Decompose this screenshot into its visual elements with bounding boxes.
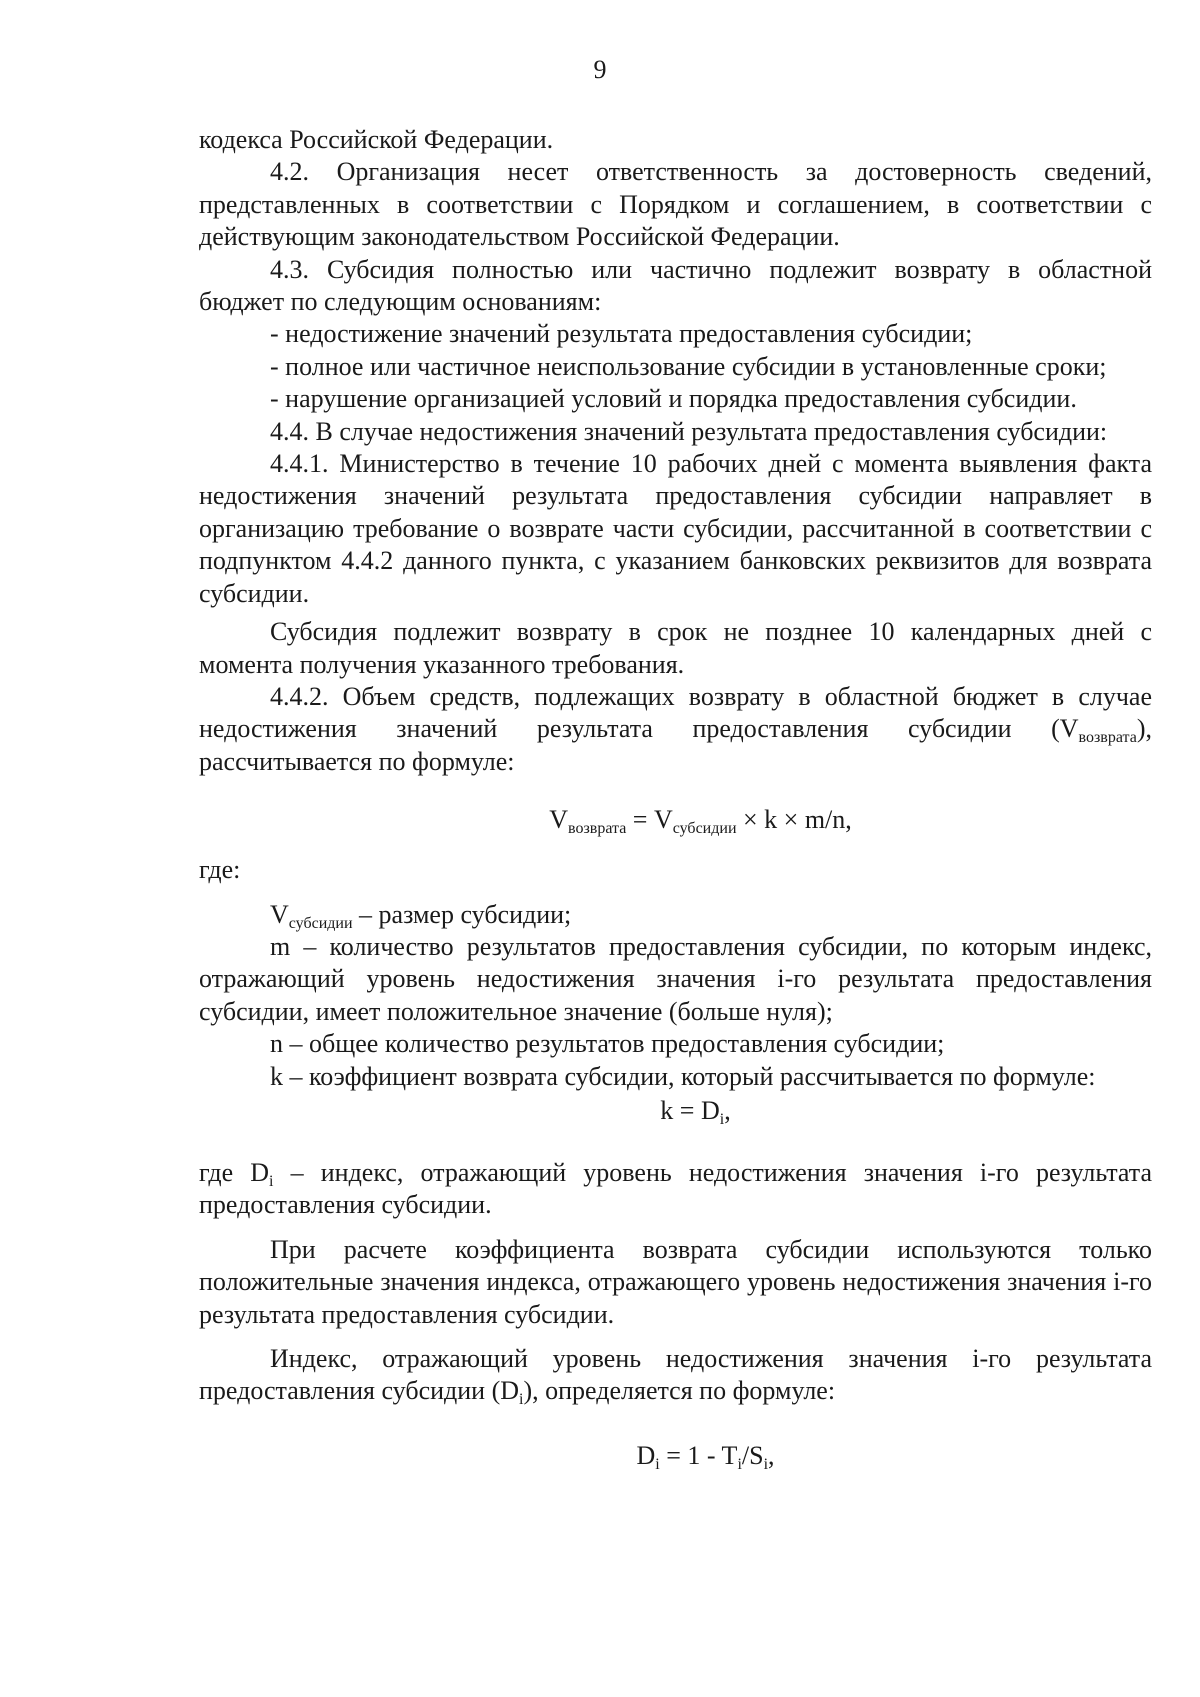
formula-k [199,1095,1152,1127]
definition-m: m – количество результатов предоставления субсидии, по которым индекс, отражающий уровень недостижения значения i-го результата предоставления субсидии, имеет положительное значение (больше нуля); [199,931,1152,1026]
formula-text: , [724,1095,731,1125]
subscript: субсидии [672,820,737,838]
definition-n: n – общее количество результатов предоставления субсидии; [270,1029,945,1059]
paragraph: Субсидия подлежит возврату в срок не позднее 10 календарных дней с момента получения указанного требования. [199,617,1152,679]
text: – размер субсидии; [352,899,572,929]
formula-text: × k × m/n, [736,805,852,835]
text: – индекс, отражающий уровень недостижения значения i-го результата предоставления субсидии. [199,1157,1152,1220]
subscript: i [655,1455,660,1473]
text: V [270,899,289,929]
document-body [199,124,1152,1472]
formula-text: D [636,1440,656,1470]
text: 4.4.2. Объем средств, подлежащих возврату в областной бюджет в случае недостижения значений результата предоставления субсидии (V [199,681,1152,744]
formula-text: /S [741,1440,764,1470]
subscript: возврата [568,820,627,838]
subscript: возврата [1078,729,1137,747]
text: ), определяется по формуле: [523,1376,836,1406]
text: ), рассчитывается по формуле: [199,714,1152,776]
paragraph-4-4-1: 4.4.1. Министерство в течение 10 рабочих дней с момента выявления факта недостижения значений результата предоставления субсидии направляет в организацию требование о возврате части субсидии, рассчитанной в соответствии с подпунктом 4.4.2 данного пункта, с указанием банковских реквизитов для возврата субсидии. [199,449,1152,608]
paragraph-4-2: 4.2. Организация несет ответственность за достоверность сведений, представленных в соответствии с Порядком и соглашением, в соответствии с действующим законодательством Российской Федерации. [199,157,1152,252]
formula-text: V [549,805,568,835]
formula-return-amount [199,804,1152,836]
list-item: - нарушение организацией условий и порядка предоставления субсидии. [270,384,1077,414]
subscript: субсидии [288,914,353,932]
where-label: где: [199,855,241,885]
formula-text: = V [626,805,673,835]
formula-text: = 1 - T [659,1440,738,1470]
paragraph: кодекса Российской Федерации. [199,125,554,154]
list-item: - полное или частичное неиспользование субсидии в установленные сроки; [270,351,1107,381]
subscript: i [719,1110,725,1128]
definition-d [199,1157,1152,1222]
paragraph-4-4: 4.4. В случае недостижения значений результата предоставления субсидии: [270,416,1108,446]
paragraph-4-4-2 [199,681,1152,778]
text: Индекс, отражающий уровень недостижения значения i-го результата предоставления субсидии (D [199,1344,1152,1406]
paragraph: При расчете коэффициента возврата субсидии используются только положительные значения индекса, отражающего уровень недостижения значения i-го результата предоставления субсидии. [199,1234,1152,1329]
list-item: - недостижение значений результата предоставления субсидии; [270,319,973,349]
formula-d [199,1440,1152,1472]
text: где D [199,1157,270,1187]
formula-text: , [768,1440,775,1470]
subscript: i [519,1391,524,1409]
definition-v-subsidy [199,899,1152,931]
formula-text: k = D [660,1095,720,1125]
subscript: i [269,1172,274,1190]
paragraph-4-3: 4.3. Субсидия полностью или частично подлежит возврату в областной бюджет по следующим основаниям: [199,254,1152,317]
page-number: 9 [593,55,607,84]
definition-k: k – коэффициент возврата субсидии, который рассчитывается по формуле: [270,1061,1096,1091]
subscript: i [763,1455,769,1473]
paragraph [199,1343,1152,1408]
subscript: i [737,1455,742,1473]
